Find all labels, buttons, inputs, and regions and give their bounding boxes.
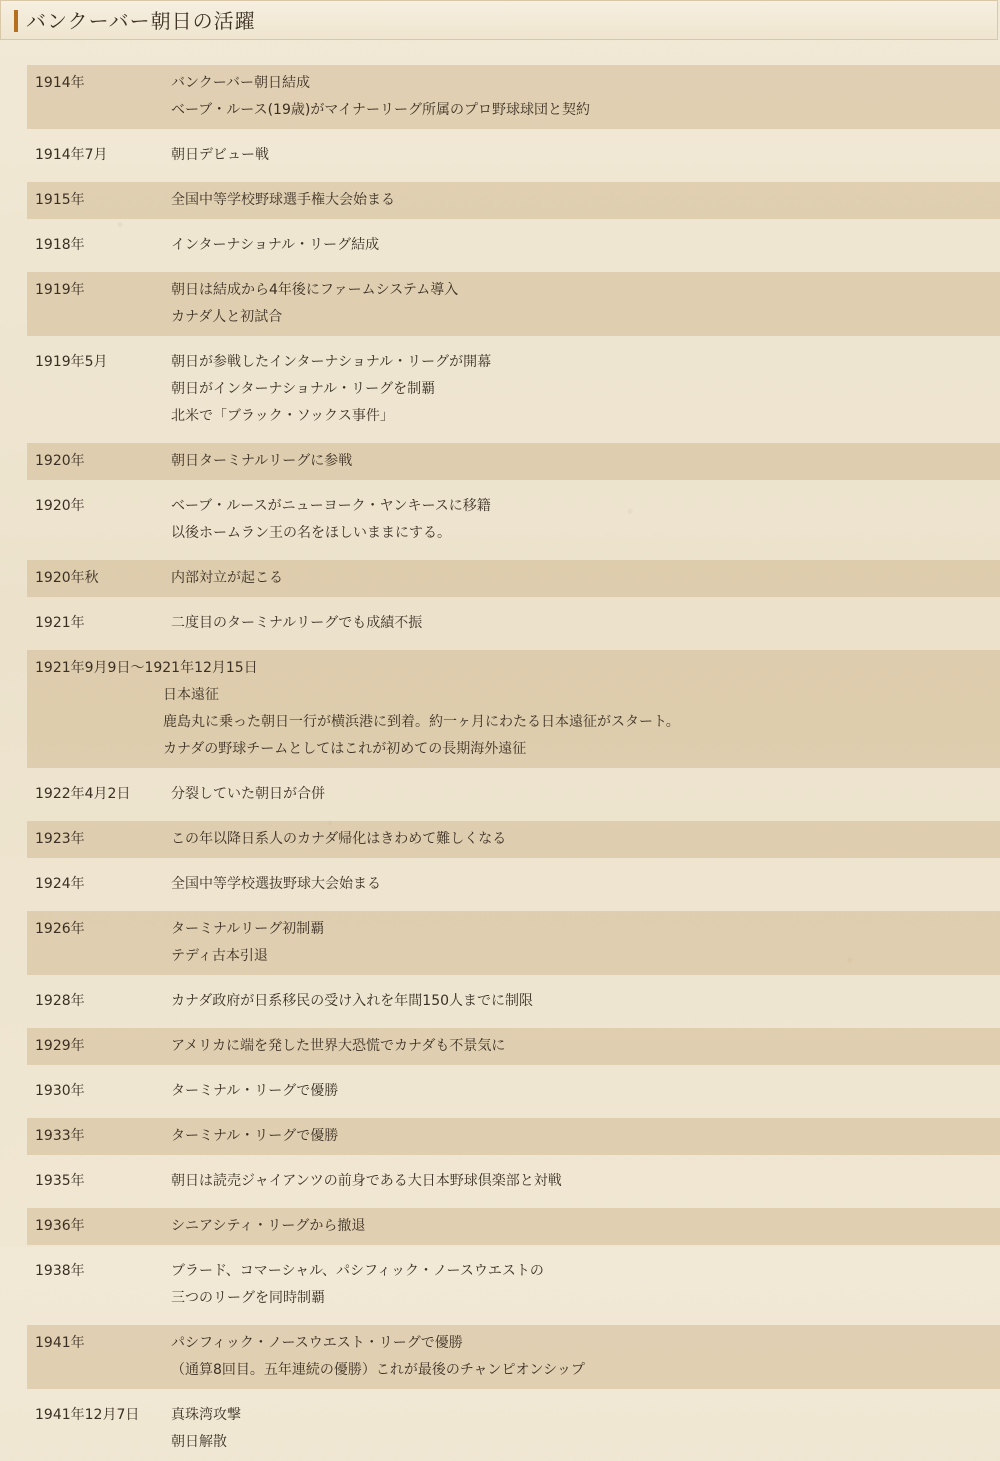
timeline-event: シニアシティ・リーグから撤退 (171, 1218, 366, 1234)
timeline-row (27, 1028, 1000, 1065)
timeline-events (171, 277, 1000, 331)
timeline-row (27, 821, 1000, 858)
timeline-events (171, 1213, 1000, 1240)
timeline-event: ベーブ・ルースがニューヨーク・ヤンキースに移籍 (171, 498, 491, 514)
timeline-events (171, 871, 1000, 898)
timeline-events (171, 142, 1000, 169)
timeline-event: ターミナル・リーグで優勝 (171, 1083, 339, 1099)
timeline-event: 朝日がインターナショナル・リーグを制覇 (171, 381, 436, 397)
timeline-event: 全国中等学校選抜野球大会始まる (171, 876, 381, 892)
timeline-date: 1938年 (35, 1263, 85, 1279)
timeline-row (27, 488, 1000, 552)
timeline-events (171, 916, 1000, 970)
timeline-row (27, 1253, 1000, 1317)
timeline-event: 三つのリーグを同時制覇 (171, 1290, 325, 1306)
timeline-event: ターミナル・リーグで優勝 (171, 1128, 339, 1144)
timeline-events (171, 1258, 1000, 1312)
timeline-event: カナダの野球チームとしてはこれが初めての長期海外遠征 (163, 741, 527, 757)
timeline-event: ブラード、コマーシャル、パシフィック・ノースウエストの (171, 1263, 544, 1279)
timeline-date: 1914年 (35, 75, 85, 91)
section-header (0, 0, 998, 40)
timeline-date: 1918年 (35, 237, 85, 253)
timeline-row (27, 1163, 1000, 1200)
timeline-event: 朝日ターミナルリーグに参戦 (171, 453, 353, 469)
timeline-events (171, 187, 1000, 214)
timeline-event: （通算8回目。五年連続の優勝）これが最後のチャンピオンシップ (171, 1362, 585, 1378)
timeline-date: 1919年5月 (35, 354, 108, 370)
timeline-date: 1941年 (35, 1335, 85, 1351)
timeline-events (171, 1078, 1000, 1105)
timeline-event: パシフィック・ノースウエスト・リーグで優勝 (171, 1335, 463, 1351)
page-title: バンクーバー朝日の活躍 (26, 9, 256, 33)
timeline-events (27, 682, 1000, 763)
timeline-events (171, 493, 1000, 547)
timeline-row (27, 560, 1000, 597)
timeline-event: この年以降日系人のカナダ帰化はきわめて難しくなる (171, 831, 507, 847)
timeline-date: 1920年 (35, 498, 85, 514)
timeline-date: 1933年 (35, 1128, 85, 1144)
timeline-event: ターミナルリーグ初制覇 (171, 921, 325, 937)
timeline-event: バンクーバー朝日結成 (171, 75, 311, 91)
timeline-event: 朝日は結成から4年後にファームシステム導入 (171, 282, 459, 298)
timeline-event: 北米で「ブラック・ソックス事件」 (171, 408, 394, 424)
timeline-row (27, 1208, 1000, 1245)
timeline-date: 1920年 (35, 453, 85, 469)
timeline-events (171, 448, 1000, 475)
timeline-event: ベーブ・ルース(19歳)がマイナーリーグ所属のプロ野球球団と契約 (171, 102, 591, 118)
timeline-event: 朝日デビュー戦 (171, 147, 269, 163)
timeline-event: 以後ホームラン王の名をほしいままにする。 (171, 525, 451, 541)
timeline-row (27, 650, 1000, 768)
timeline-date: 1923年 (35, 831, 85, 847)
timeline-date: 1930年 (35, 1083, 85, 1099)
timeline-events (171, 826, 1000, 853)
timeline-event: 朝日は読売ジャイアンツの前身である大日本野球倶楽部と対戦 (171, 1173, 562, 1189)
timeline-events (171, 988, 1000, 1015)
timeline-event: 二度目のターミナルリーグでも成績不振 (171, 615, 423, 631)
timeline-date: 1936年 (35, 1218, 85, 1234)
timeline-event: 鹿島丸に乗った朝日一行が横浜港に到着。約一ヶ月にわたる日本遠征がスタート。 (163, 714, 680, 730)
timeline-row (27, 227, 1000, 264)
timeline-row (27, 776, 1000, 813)
timeline-date: 1915年 (35, 192, 85, 208)
timeline-row (27, 1397, 1000, 1461)
timeline-row (27, 137, 1000, 174)
timeline-row (27, 911, 1000, 975)
timeline-row (27, 1073, 1000, 1110)
timeline-events (171, 70, 1000, 124)
header-accent-bar (14, 10, 18, 32)
timeline-event: テディ古本引退 (171, 948, 268, 964)
timeline-events (171, 232, 1000, 259)
timeline-event: カナダ人と初試合 (171, 309, 283, 325)
timeline-events (171, 1168, 1000, 1195)
timeline-events (171, 781, 1000, 808)
timeline-events (171, 565, 1000, 592)
timeline-date: 1920年秋 (35, 570, 99, 586)
timeline-date: 1935年 (35, 1173, 85, 1189)
timeline-event: 真珠湾攻撃 (171, 1407, 241, 1423)
timeline-event: 朝日が参戦したインターナショナル・リーグが開幕 (171, 354, 492, 370)
timeline-events (171, 1123, 1000, 1150)
timeline-date: 1941年12月7日 (35, 1407, 140, 1423)
timeline-row (27, 605, 1000, 642)
timeline-date: 1921年9月9日～1921年12月15日 (35, 660, 258, 676)
timeline-row (27, 272, 1000, 336)
timeline-date: 1919年 (35, 282, 85, 298)
timeline-list (27, 65, 1000, 1461)
timeline-row (27, 344, 1000, 435)
timeline-date: 1926年 (35, 921, 85, 937)
timeline-event: アメリカに端を発した世界大恐慌でカナダも不景気に (171, 1038, 506, 1054)
timeline-event: カナダ政府が日系移民の受け入れを年間150人までに制限 (171, 993, 534, 1009)
timeline-events (171, 1402, 1000, 1456)
timeline-date: 1929年 (35, 1038, 85, 1054)
timeline-date: 1914年7月 (35, 147, 108, 163)
timeline-date: 1921年 (35, 615, 85, 631)
timeline-events (171, 1033, 1000, 1060)
timeline-row (27, 983, 1000, 1020)
timeline-row (27, 443, 1000, 480)
timeline-date: 1922年4月2日 (35, 786, 131, 802)
timeline-row (27, 182, 1000, 219)
timeline-row (27, 65, 1000, 129)
timeline-event: 日本遠征 (163, 687, 219, 703)
timeline-row (27, 1325, 1000, 1389)
timeline-date: 1928年 (35, 993, 85, 1009)
timeline-event: インターナショナル・リーグ結成 (171, 237, 380, 253)
timeline-event: 内部対立が起こる (171, 570, 283, 586)
timeline-event: 分裂していた朝日が合併 (171, 786, 325, 802)
timeline-events (171, 610, 1000, 637)
timeline-row (27, 1118, 1000, 1155)
timeline-events (171, 349, 1000, 430)
timeline-event: 朝日解散 (171, 1434, 227, 1450)
timeline-events (171, 1330, 1000, 1384)
timeline-row (27, 866, 1000, 903)
timeline-event: 全国中等学校野球選手権大会始まる (171, 192, 395, 208)
timeline-date: 1924年 (35, 876, 85, 892)
